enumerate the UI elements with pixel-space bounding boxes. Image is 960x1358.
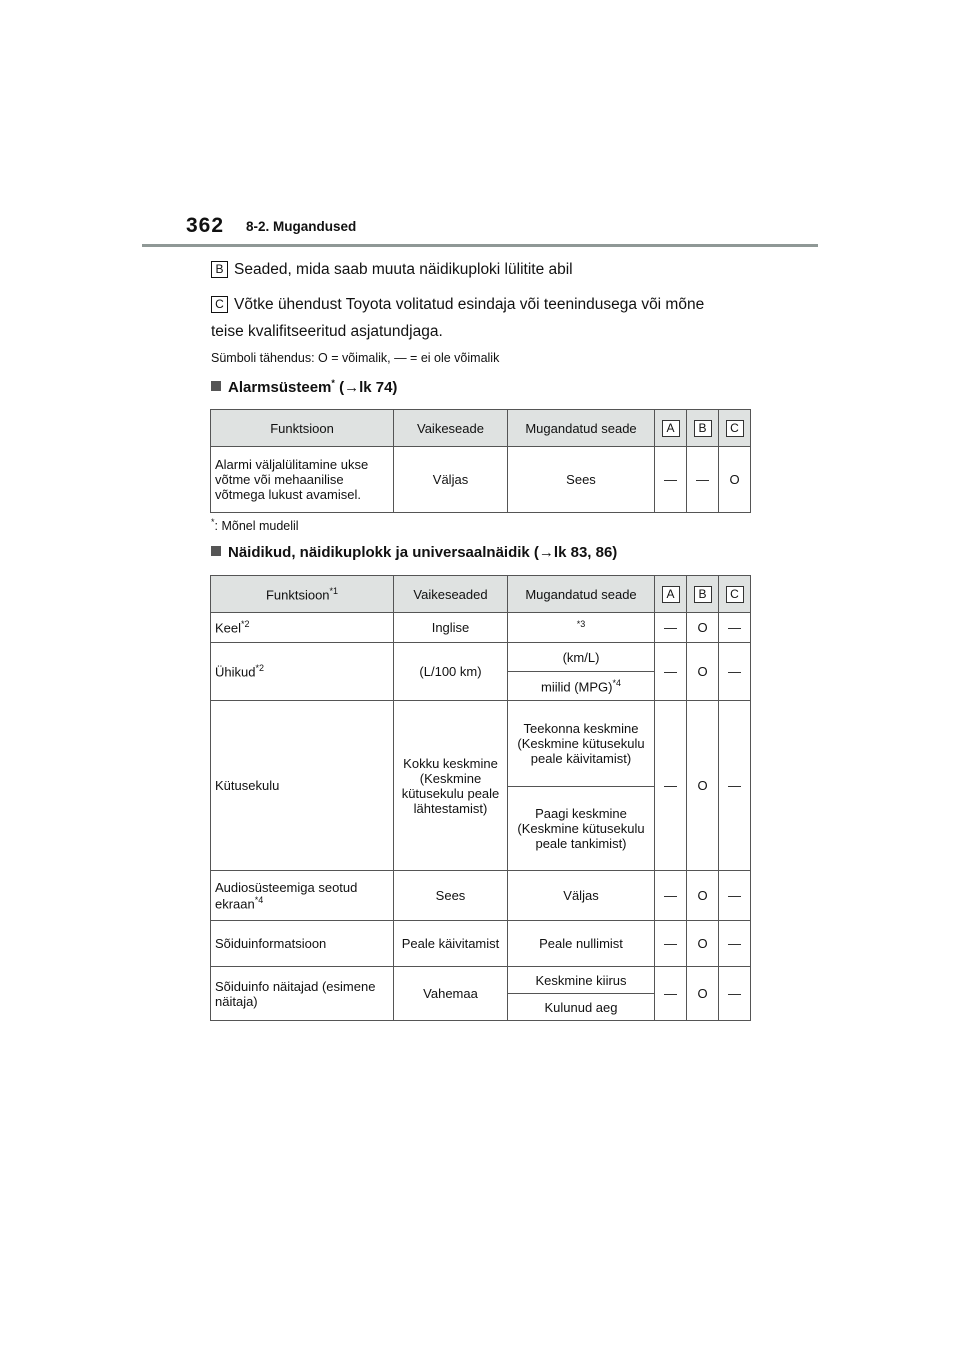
heading-alarm: Alarmsüsteem* (→lk 74) [211, 378, 397, 396]
alarm-table [210, 409, 751, 513]
col-function: Funktsioon$^{*1}$ [211, 576, 394, 613]
header-rule [142, 244, 818, 247]
table-row: Keel$^{*2}$ Inglise $^{*3}$ — O — [211, 613, 751, 643]
col-custom: Mugandatud seade [508, 410, 655, 447]
symbol-legend: Sümboli tähendus: O = võimalik, — = ei ole võimalik [211, 351, 500, 365]
section-title: 8-2. Mugandused [246, 219, 357, 234]
table-row: Ühikud$^{*2}$ (L/100 km) (km/L) — O — [211, 643, 751, 672]
table-row: Kütusekulu Kokku keskmine (Keskmine kütusekulu peale lähtestamist) Teekonna keskmine (Keskmine kütusekulu peale käivitamist) — O — [211, 701, 751, 787]
intro-c [211, 296, 704, 314]
gauges-table [210, 575, 751, 1021]
table-header-row [211, 576, 751, 613]
table-row: Kulunud aeg [211, 994, 751, 1021]
col-c: C [719, 410, 751, 447]
table-row: Sõiduinfo näitajad (esimene näitaja) Vahemaa Keskmine kiirus — O — [211, 967, 751, 994]
table-row: Paagi keskmine (Keskmine kütusekulu peale tankimist) [211, 787, 751, 871]
square-bullet-icon [211, 381, 221, 391]
intro-c-text-2: teise kvalifitseeritud asjatundjaga. [211, 323, 443, 340]
label-c: C [211, 296, 228, 313]
intro-b-text: Seaded, mida saab muuta näidikuploki lülitite abil [234, 261, 573, 278]
col-function: Funktsioon [211, 410, 394, 447]
label-b: B [211, 261, 228, 278]
table-row: miilid (MPG)$^{*4}$ [211, 672, 751, 701]
col-a: A [655, 576, 687, 613]
col-default: Vaikeseade [394, 410, 508, 447]
table-row: Audiosüsteemiga seotud ekraan$^{*4}$ Sees Väljas — O — [211, 871, 751, 921]
col-b: B [687, 410, 719, 447]
col-custom: Mugandatud seade [508, 576, 655, 613]
page-number: 362 [186, 214, 225, 237]
table-row: Sõiduinformatsioon Peale käivitamist Peale nullimist — O — [211, 921, 751, 967]
col-b: B [687, 576, 719, 613]
intro-b [211, 261, 573, 279]
table-row: Alarmi väljalülitamine ukse võtme või mehaanilise võtmega lukust avamisel. Väljas Sees — — O [211, 447, 751, 513]
table-header-row [211, 410, 751, 447]
square-bullet-icon [211, 546, 221, 556]
col-a: A [655, 410, 687, 447]
intro-c-text: Võtke ühendust Toyota volitatud esindaja või teenindusega või mõne [234, 296, 705, 313]
footnote-alarm: *: Mõnel mudelil [211, 517, 299, 534]
col-default: Vaikeseaded [394, 576, 508, 613]
heading-gauges: Näidikud, näidikuplokk ja universaalnäidik (→lk 83, 86) [211, 544, 617, 561]
col-c: C [719, 576, 751, 613]
